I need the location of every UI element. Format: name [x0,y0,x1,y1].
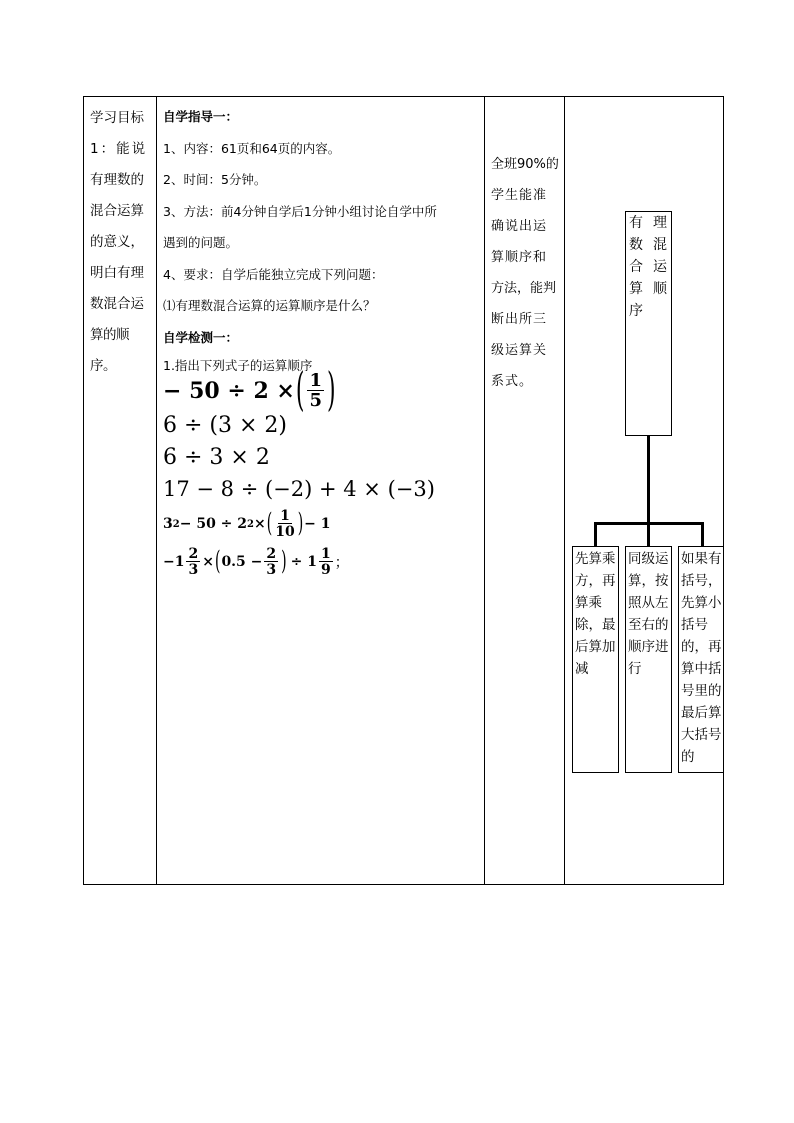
target-line: 断出所三 [491,312,548,327]
guide-question: ⑴有理数混合运算的运算顺序是什么？ [163,298,376,313]
expression-4: 17 − 8 ÷ (−2) + 4 × (−3) [163,477,435,501]
guide-cell [157,97,484,884]
expression-5: 3 2 − 50 ÷ 2 2 × ( $\frac{1}{10}$ ) − 1 [163,508,331,540]
diagram-child-box [625,546,672,773]
child-text: 先算乘方，再算乘除，最后算加减 [575,551,616,677]
guide-requirement: 4、要求：自学后能独立完成下列问题： [163,266,384,282]
objective-line: 数混合运 [90,296,144,312]
diagram-child-box [572,546,619,773]
connector-trunk [647,436,650,524]
connector-branch [647,522,650,546]
connector-branch [594,522,597,546]
target-line: 方法，能判 [491,281,557,296]
fraction: $\frac{2}{3}$ [266,546,277,578]
root-text-right: 理混运顺 [653,215,667,297]
guide-content: 1、内容：61页和64页的内容。 [163,140,341,156]
expression-1: − 50 ÷ 2 × ( $\frac{1}{5}$ ) [163,364,336,418]
objective-line: 有理数的 [90,172,144,188]
fraction: $\frac{1}{5}$ [309,370,322,411]
diagram-child-box [678,546,724,773]
expression-6: −1 $\frac{2}{3}$ × ( 0.5 − $\frac{2}{3}$ ) ÷ 1 $\frac{1}{9}$ ； [163,546,349,578]
guide-method: 3、方法：前4分钟自学后1分钟小组讨论自学中所 [163,203,437,219]
diagram-root-box [625,211,672,436]
root-text-left: 有数合算序 [629,215,643,319]
fraction: $\frac{1}{10}$ [275,508,295,540]
objective-line: 学习目标 [90,110,144,126]
child-text: 如果有括号，先算小括号的，再算中括号里的最后算大括号的 [681,551,722,765]
connector-branch [701,522,704,546]
target-line: 算顺序和 [491,250,548,265]
target-line: 学生能准 [491,188,548,203]
target-line: 确说出运 [491,219,548,234]
target-cell [485,97,564,884]
objective-line: 的意义， [90,234,144,250]
expression-3: 6 ÷ 3 × 2 [163,444,270,470]
expression-2: 6 ÷ (3 × 2) [163,412,287,438]
fraction: $\frac{2}{3}$ [188,546,199,578]
target-line: 全班90%的 [491,157,559,172]
guide-method-cont: 遇到的问题。 [163,235,239,250]
objective-line: 算的顺序。 [90,327,129,374]
check-question: 1.指出下列式子的运算顺序 [163,358,313,373]
objective-line: 混合运算 [90,203,144,219]
check-heading: 自学检测一： [163,329,239,345]
column-divider [564,97,565,884]
guide-heading: 自学指导一： [163,109,239,124]
guide-time: 2、时间：5分钟。 [163,172,267,187]
fraction: $\frac{1}{9}$ [320,546,331,578]
objective-line: 明白有理 [90,265,144,281]
target-line: 级运算关 [491,343,548,358]
objective-line: 1：能说 [90,141,148,157]
objectives-cell [84,97,156,884]
child-text: 同级运算，按照从左至右的顺序进行 [628,551,669,677]
target-line: 系式。 [491,374,534,389]
